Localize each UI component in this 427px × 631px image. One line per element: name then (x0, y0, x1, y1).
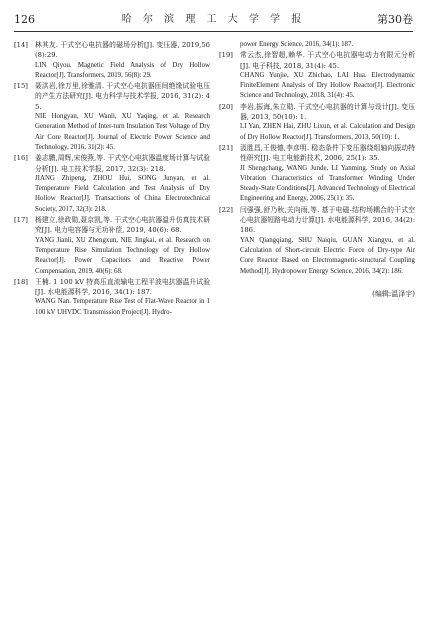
reference-number: [15] (14, 82, 28, 91)
reference-english: power Energy Science, 2016, 34(1): 187. (240, 41, 354, 48)
reference-item (219, 143, 415, 205)
reference-english: JI Shengchang, WANG Junde, LI Yanming. Study on Axial Vibration Characteristics of Transformer Winding Under Steady-State Conditions[J]. Advanced Technology of Electrical Engineering and Energy, 2006, 25(1): 35. (240, 164, 415, 203)
reference-chinese: 姜志鹏,周辉,宋俊燕,等. 干式空心电抗器温度场计算与试验分析[J]. 电工技术学报, 2017, 32(3): 218. (35, 154, 210, 173)
editor-note: (编辑:温泽宇) (372, 289, 415, 298)
reference-chinese: 王楠. 1 100 kV 特高压直流输电工程平波电抗器温升试验[J]. 水电能源科学, 2016, 34(1): 187. (35, 277, 210, 297)
reference-english: CHANG Yunjie, XU Zhichao, LAI Hua. Electrodynamic FiniteElement Analysis of Dry Hollow Reactor[J]. Electronic Science and Technology, 2018, 31(4): 45. (240, 71, 415, 100)
reference-english: JIANG Zhipeng, ZHOU Hui, SONG Junyan, et al. Temperature Field Calculation and Test Analysis of Dry Hollow Reactor[J]. Transactions of China Electrotechnical Society, 2017, 32(3): 218. (35, 174, 210, 213)
reference-english: YANG Jianli, XU Zhengxun, NIE Jingkai, et al. Research on Temperature Rise Simulation Technology of Dry Hollow Reactor[J]. Power Capacitors and Reactive Power Compensation, 2019, 40(6): 68. (35, 236, 210, 275)
reference-number: [22] (219, 205, 233, 214)
reference-item (14, 153, 210, 215)
reference-chinese: 汲胜昌,王俊德,李彦明. 稳态条件下变压器绕组轴向振动特性研究[J]. 电工电能新技术, 2006, 25(1): 35. (240, 143, 415, 163)
reference-english: NIE Hongyan, XU Wanli, XU Yaqing, et al. Research Generation Method of Inter-turn Insulation Test Voltage of Dry Air Core Reactor[J]. Journal of Electric Power Science and Technology, 2016, 31(2): 45. (35, 113, 210, 151)
reference-english: LI Yan, ZHEN Hai, ZHU Lixun, et al. Calculation and Design of Dry Hollow Reactor[J]. Transformers, 2013, 50(10): 1. (240, 123, 415, 141)
reference-chinese: 杨建立,徐政勋,聂京凯,等. 干式空心电抗器温升仿真技术研究[J]. 电力电容器与无功补偿, 2019, 40(6): 68. (35, 216, 210, 235)
reference-number: [16] (14, 154, 28, 163)
reference-item (219, 102, 415, 143)
page-header (14, 12, 413, 30)
reference-continuation (219, 40, 415, 50)
reference-chinese: 闫强强,舒乃秋,关向雨,等. 基于电磁-结构场耦合的干式空心电抗器短路电动力计算[J]. 水电能源科学, 2016, 34(2): 186. (240, 205, 415, 235)
reference-item (14, 215, 210, 277)
reference-english: WANG Nan. Temperature Rise Test of Flat-Wave Reactor in 1 100 kV UHVDC Transmission Project[J]. Hydro- (35, 298, 210, 316)
reference-item (14, 81, 210, 153)
header-rule (14, 31, 413, 32)
page-number: 126 (14, 13, 35, 26)
reference-number: [19] (219, 51, 233, 60)
reference-number: [20] (219, 102, 233, 111)
reference-chinese: 李岩,振海,朱立勋. 干式空心电抗器的计算与设计[J]. 变压器, 2013, 50(10): 1. (240, 102, 415, 122)
reference-item (14, 277, 210, 318)
reference-item (219, 50, 415, 101)
reference-number: [14] (14, 41, 28, 49)
reference-number: [17] (14, 216, 28, 225)
reference-chinese: 林其友. 干式空心电抗器的磁场分析[J]. 变压器, 2019,56(8):29. (35, 41, 210, 60)
journal-title: 哈 尔 滨 理 工 大 学 学 报 (121, 14, 306, 25)
volume-label: 第30卷 (377, 13, 413, 26)
right-column (219, 40, 415, 299)
reference-number: [18] (14, 277, 28, 286)
left-column (14, 40, 210, 318)
reference-chinese: 聂洪岩,徐万里,徐雅清. 干式空心电抗器匝间绝缘试验电压的产生方法研究[J]. 电力科学与技术学报, 2016, 31(2): 45. (35, 82, 210, 111)
reference-number: [21] (219, 143, 233, 152)
reference-chinese: 常云杰,徐智超,赖华. 干式空心电抗器电动力有限元分析[J]. 电子科技, 2018, 31(4): 45. (240, 51, 415, 70)
reference-english: LIN Qiyou. Magnetic Field Analysis of Dry Hollow Reactor[J]. Transformers, 2019, 56(8): 29. (35, 61, 210, 79)
reference-item (14, 40, 210, 81)
reference-item (219, 205, 415, 277)
reference-english: YAN Qiangqiang, SHU Naiqiu, GUAN Xiangyu, et al. Calculation of Short-circuit Electric Force of Dry-type Air Core Reactor Based on Electromagnetic-structural Coupling Method[J]. Hydropower Energy Science, 2016, 34(2): 186. (240, 236, 415, 275)
